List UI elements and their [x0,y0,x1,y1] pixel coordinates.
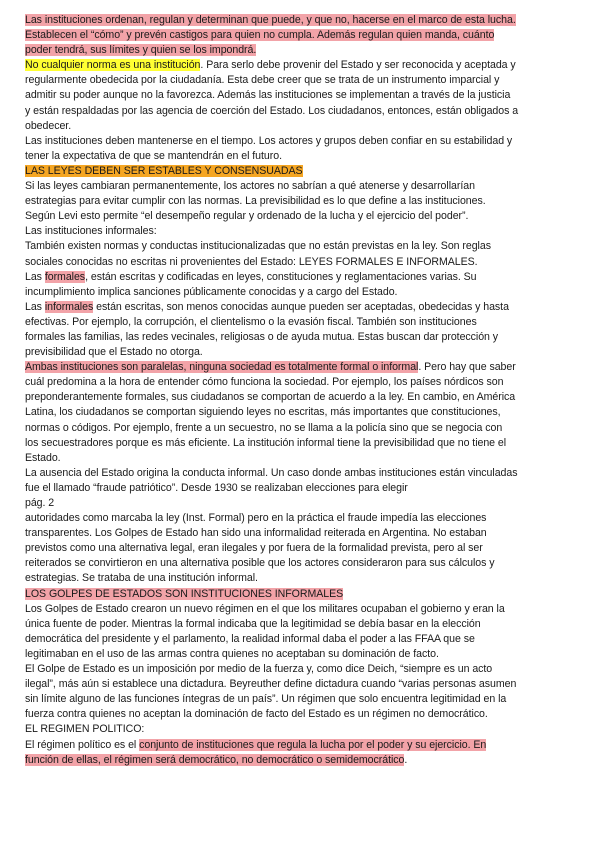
text-line [25,255,580,270]
body-text: . [404,753,408,766]
text-line [25,300,580,315]
text-line [25,738,580,753]
body-text: . Para serlo debe provenir del Estado y ser reconocida y aceptada y [200,59,516,72]
text-line [25,571,580,586]
text-line [25,632,580,647]
body-text: Según Levi esto permite “el desempeño regular y ordenado de la lucha y el ejercicio del poder”. [25,210,469,223]
text-line [25,73,580,88]
body-text: democrática del presidente y el parlamento, la realidad informal daba el poder a las FFAA que se [25,632,475,645]
body-text: obedecer. [25,119,72,132]
body-text: Latina, los ciudadanos se comportan siguiendo leyes no escritas, más importantes que constituciones, [25,406,501,419]
body-text: Las [25,300,45,313]
body-text: , están escritas y codificadas en leyes, constituciones y reglamentaciones varias. Su [85,270,477,283]
body-text: reiterados se convirtieron en una alternativa posible que los actores consideraron para sus cálculos y [25,557,495,570]
body-text: tener la expectativa de que se mantendrán en el futuro. [25,149,282,162]
text-line [25,436,580,451]
body-text: legitimaban en el uso de las armas contra quienes no aceptaban su dominación de facto. [25,647,439,660]
body-text: Las instituciones informales: [25,225,157,238]
body-text: Las instituciones deben mantenerse en el tiempo. Los actores y grupos deben confiar en su estabilidad y [25,134,513,147]
body-text: Las [25,270,45,283]
text-line [25,722,580,737]
body-text: normas o códigos. Por ejemplo, frente a un secuestro, no se llama a la policía sino que se negocia con [25,421,503,434]
text-line [25,345,580,360]
text-line [25,496,580,511]
text-line [25,119,580,134]
text-line [25,526,580,541]
text-line [25,28,580,43]
text-line [25,164,580,179]
text-line [25,707,580,722]
highlighted-text: LOS GOLPES DE ESTADOS SON INSTITUCIONES INFORMALES [25,587,344,600]
body-text: fue el llamado “fraude patriótico”. Desde 1930 se realizaban elecciones para elegir [25,481,408,494]
body-text: previsibilidad que el Estado no otorga. [25,346,203,359]
highlighted-text: informales [44,300,94,313]
text-line [25,677,580,692]
body-text: estrategias. Se trataba de una institución informal. [25,572,258,585]
body-text: transparentes. Los Golpes de Estado han sido una informalidad reiterada en Argentina. No estaban [25,527,487,540]
body-text: EL REGIMEN POLITICO: [25,723,145,736]
highlighted-text: función de ellas, el régimen será democrático, no democrático o semidemocrático [25,753,405,766]
text-line [25,753,580,768]
highlighted-text: Establecen el “cómo” y prevén castigos para quien no cumpla. Además regulan quien manda, cuánto [25,29,495,42]
text-line [25,13,580,28]
text-line [25,481,580,496]
text-line [25,692,580,707]
document-body [25,13,580,768]
body-text: Si las leyes cambiaran permanentemente, los actores no sabrían a qué atenerse y desarrollarían [25,180,475,193]
text-line [25,556,580,571]
text-line [25,285,580,300]
text-line [25,239,580,254]
body-text: incumplimiento implica sanciones públicamente conocidas y a cargo del Estado. [25,285,398,298]
body-text: El régimen político es el [25,738,140,751]
text-line [25,647,580,662]
text-line [25,602,580,617]
highlighted-text: No cualquier norma es una institución [25,59,201,72]
text-line [25,209,580,224]
body-text: estrategias para evitar cumplir con las normas. La previsibilidad es lo que define a las instituciones. [25,195,486,208]
body-text: efectivas. Por ejemplo, la corrupción, el clientelismo o la evasión fiscal. También son instituciones [25,315,477,328]
highlighted-text: conjunto de instituciones que regula la lucha por el poder y su ejercicio. En [139,738,487,751]
text-line [25,375,580,390]
body-text: sociales conocidas no escritas ni provenientes del Estado: LEYES FORMALES E INFORMALES. [25,255,478,268]
text-line [25,58,580,73]
body-text: . Pero hay que saber [418,361,516,374]
text-line [25,270,580,285]
highlighted-text: poder tendrá, sus límites y quien se los impondrá. [25,44,257,57]
body-text: El Golpe de Estado es un imposición por medio de la fuerza y, como dice Deich, “siempre es un acto [25,663,493,676]
body-text: admitir su poder aunque no la favorezca. Además las instituciones se implementan a través de la justicia [25,89,511,102]
body-text: preponderantemente formales, sus ciudadanos se comportan de acuerdo a la ley. En cambio, en América [25,391,516,404]
body-text: La ausencia del Estado origina la conducta informal. Un caso donde ambas instituciones están vinculadas [25,466,518,479]
body-text: ilegal”, más aún si establece una dictadura. Beyreuther define dictadura cuando “varias personas asumen [25,678,517,691]
body-text: sin límite alguno de las funciones íntegras de un país”. Un régimen que solo encuentra legitimidad en la [25,693,507,706]
text-line [25,405,580,420]
text-line [25,466,580,481]
body-text: Los Golpes de Estado crearon un nuevo régimen en el que los militares ocupaban el gobierno y eran la [25,602,505,615]
body-text: fuerza contra quienes no aceptan la dominación de facto del Estado es un régimen no democrático. [25,708,488,721]
text-line [25,421,580,436]
highlighted-text: Las instituciones ordenan, regulan y determinan que puede, y que no, hacerse en el marco de esta lucha. [25,14,516,26]
text-line [25,224,580,239]
text-line [25,360,580,375]
text-line [25,134,580,149]
text-line [25,88,580,103]
body-text: autoridades como marcaba la ley (Inst. Formal) pero en la práctica el fraude impedía las elecciones [25,512,487,525]
text-line [25,511,580,526]
body-text: regularmente obedecida por la ciudadanía. Esta debe creer que se trata de un instrumento imparcial y [25,74,500,87]
text-line [25,179,580,194]
text-line [25,104,580,119]
body-text: están escritas, son menos conocidas aunque pueden ser aceptadas, obedecidas y hasta [93,300,509,313]
text-line [25,194,580,209]
body-text: y están respaldadas por las agencia de coerción del Estado. Los ciudadanos, entonces, están obligados a [25,104,519,117]
body-text: Estado. [25,451,61,464]
body-text: los secuestradores porque es más eficiente. La institución informal tiene la previsibilidad que no tiene el [25,436,507,449]
highlighted-text: Ambas instituciones son paralelas, ninguna sociedad es totalmente formal o informal [25,361,419,374]
text-line [25,149,580,164]
text-line [25,330,580,345]
text-line [25,390,580,405]
text-line [25,662,580,677]
body-text: cuál predomina a la hora de entender cómo funciona la sociedad. Por ejemplo, los países nórdicos son [25,376,504,389]
highlighted-text: LAS LEYES DEBEN SER ESTABLES Y CONSENSUADAS [25,164,303,177]
body-text: pág. 2 [25,497,55,509]
highlighted-text: formales [44,270,86,283]
body-text: previstos como una alternativa legal, eran ilegales y por fuera de la formalidad prevista, pero al ser [25,542,483,555]
text-line [25,43,580,58]
text-line [25,541,580,556]
text-line [25,617,580,632]
text-line [25,587,580,602]
body-text: formales las familias, las redes vecinales, religiosas o de ayuda mutua. Estas buscan dar protección y [25,330,499,343]
body-text: única fuente de poder. Mientras la formal indicaba que la legitimidad se debía basar en la elección [25,617,481,630]
text-line [25,451,580,466]
text-line [25,315,580,330]
body-text: También existen normas y conductas institucionalizadas que no están previstas en la ley. Son reglas [25,240,491,253]
